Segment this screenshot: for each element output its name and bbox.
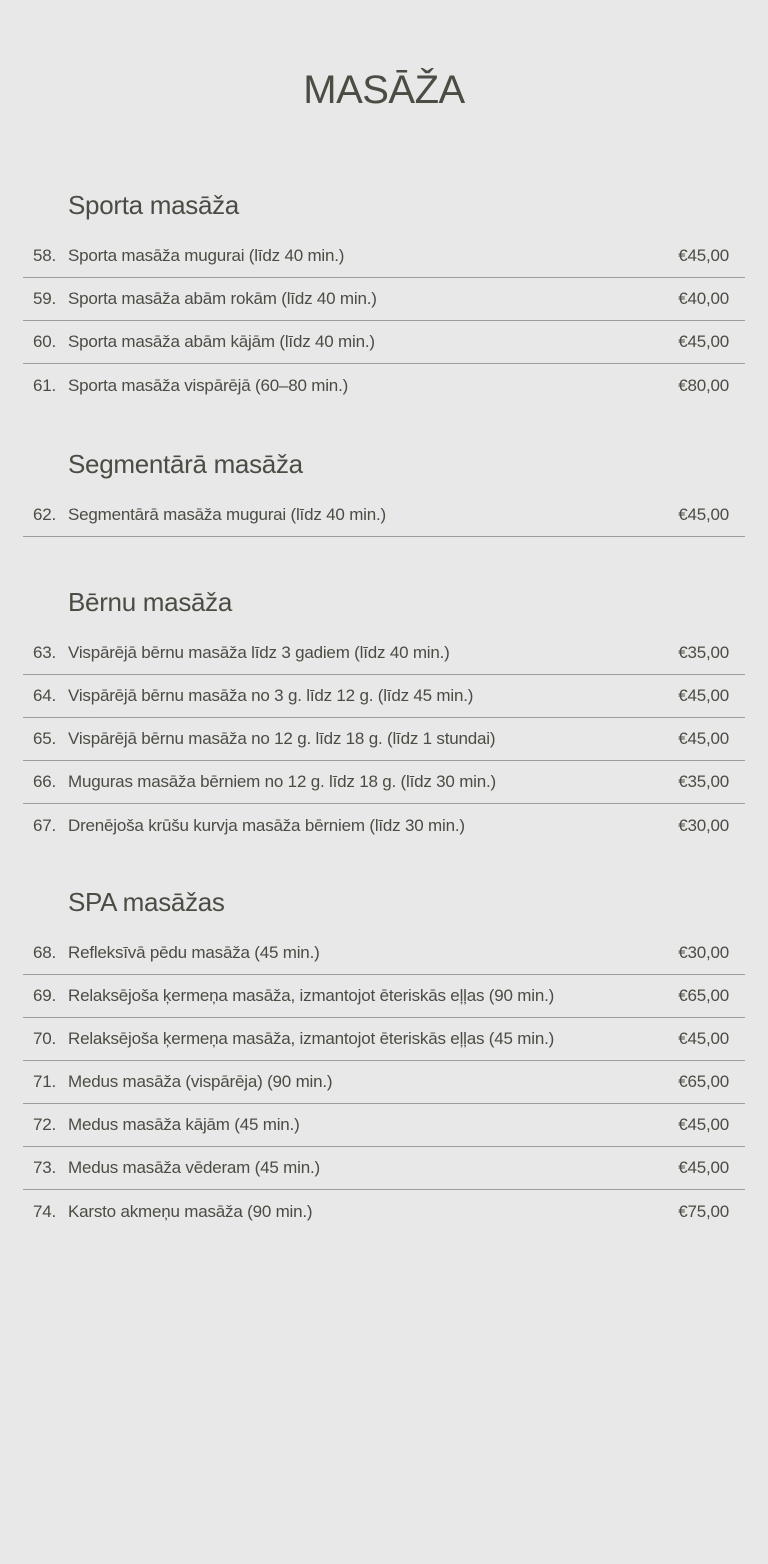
item-number: 69. <box>33 986 57 1005</box>
item-price: €45,00 <box>678 505 729 524</box>
item-name: Vispārējā bērnu masāža no 3 g. līdz 12 g. (līdz 45 min.) <box>68 686 474 705</box>
section-title: Segmentārā masāža <box>68 449 303 479</box>
item-price: €65,00 <box>678 1072 729 1091</box>
item-number: 73. <box>33 1158 57 1177</box>
item-name: Medus masāža (vispārēja) (90 min.) <box>68 1072 333 1091</box>
item-name: Refleksīvā pēdu masāža (45 min.) <box>68 943 320 962</box>
price-row <box>23 364 745 407</box>
price-list <box>23 494 745 537</box>
item-name: Sporta masāža abām kājām (līdz 40 min.) <box>68 332 375 351</box>
item-name: Segmentārā masāža mugurai (līdz 40 min.) <box>68 505 386 524</box>
item-price: €45,00 <box>678 332 729 351</box>
price-row <box>23 1061 745 1104</box>
item-name: Sporta masāža abām rokām (līdz 40 min.) <box>68 289 377 308</box>
item-name: Vispārējā bērnu masāža no 12 g. līdz 18 g. (līdz 1 stundai) <box>68 729 496 748</box>
page-title: MASĀŽA <box>303 68 465 112</box>
item-price: €45,00 <box>678 729 729 748</box>
item-price: €35,00 <box>678 772 729 791</box>
price-list <box>23 932 745 1233</box>
item-number: 61. <box>33 375 57 395</box>
price-row <box>23 494 745 537</box>
item-number: 58. <box>33 246 57 265</box>
item-price: €80,00 <box>678 375 729 395</box>
section-segmental-massage <box>23 444 745 537</box>
item-price: €30,00 <box>678 943 729 962</box>
item-name: Muguras masāža bērniem no 12 g. līdz 18 g. (līdz 30 min.) <box>68 772 496 791</box>
section-title: Bērnu masāža <box>68 587 233 617</box>
item-price: €45,00 <box>678 246 729 265</box>
section-sports-massage <box>23 185 745 407</box>
item-price: €45,00 <box>678 1158 729 1177</box>
item-name: Medus masāža kājām (45 min.) <box>68 1115 300 1134</box>
item-price: €40,00 <box>678 289 729 308</box>
item-number: 67. <box>33 815 57 835</box>
price-row <box>23 235 745 278</box>
price-list <box>23 632 745 847</box>
price-row <box>23 632 745 675</box>
item-number: 64. <box>33 686 57 705</box>
item-name: Relaksējoša ķermeņa masāža, izmantojot ēteriskās eļļas (45 min.) <box>68 1029 555 1048</box>
price-row <box>23 718 745 761</box>
section-children-massage <box>23 582 745 847</box>
item-name: Vispārējā bērnu masāža līdz 3 gadiem (līdz 40 min.) <box>68 643 450 662</box>
price-row <box>23 761 745 804</box>
section-spa-massage <box>23 882 745 1233</box>
item-name: Karsto akmeņu masāža (90 min.) <box>68 1201 313 1221</box>
item-number: 68. <box>33 943 57 962</box>
item-number: 62. <box>33 505 57 524</box>
item-name: Relaksējoša ķermeņa masāža, izmantojot ēteriskās eļļas (90 min.) <box>68 986 555 1005</box>
item-price: €45,00 <box>678 1029 729 1048</box>
item-number: 60. <box>33 332 57 351</box>
item-price: €45,00 <box>678 1115 729 1134</box>
price-row <box>23 804 745 847</box>
item-price: €30,00 <box>678 815 729 835</box>
item-number: 65. <box>33 729 57 748</box>
item-number: 63. <box>33 643 57 662</box>
item-name: Sporta masāža mugurai (līdz 40 min.) <box>68 246 345 265</box>
item-name: Medus masāža vēderam (45 min.) <box>68 1158 320 1177</box>
price-row <box>23 1190 745 1233</box>
price-row <box>23 1147 745 1190</box>
price-row <box>23 278 745 321</box>
item-number: 59. <box>33 289 57 308</box>
item-name: Sporta masāža vispārējā (60–80 min.) <box>68 375 349 395</box>
price-row <box>23 1104 745 1147</box>
price-row <box>23 321 745 364</box>
item-number: 70. <box>33 1029 57 1048</box>
item-price: €75,00 <box>678 1201 729 1221</box>
item-number: 72. <box>33 1115 57 1134</box>
item-price: €35,00 <box>678 643 729 662</box>
price-list <box>23 235 745 407</box>
section-title: SPA masāžas <box>68 887 225 917</box>
item-price: €45,00 <box>678 686 729 705</box>
item-number: 66. <box>33 772 57 791</box>
price-row <box>23 975 745 1018</box>
price-row <box>23 1018 745 1061</box>
price-row <box>23 675 745 718</box>
item-number: 71. <box>33 1072 57 1091</box>
item-name: Drenējoša krūšu kurvja masāža bērniem (līdz 30 min.) <box>68 815 465 835</box>
section-title: Sporta masāža <box>68 190 239 220</box>
item-price: €65,00 <box>678 986 729 1005</box>
item-number: 74. <box>33 1201 57 1221</box>
price-row <box>23 932 745 975</box>
